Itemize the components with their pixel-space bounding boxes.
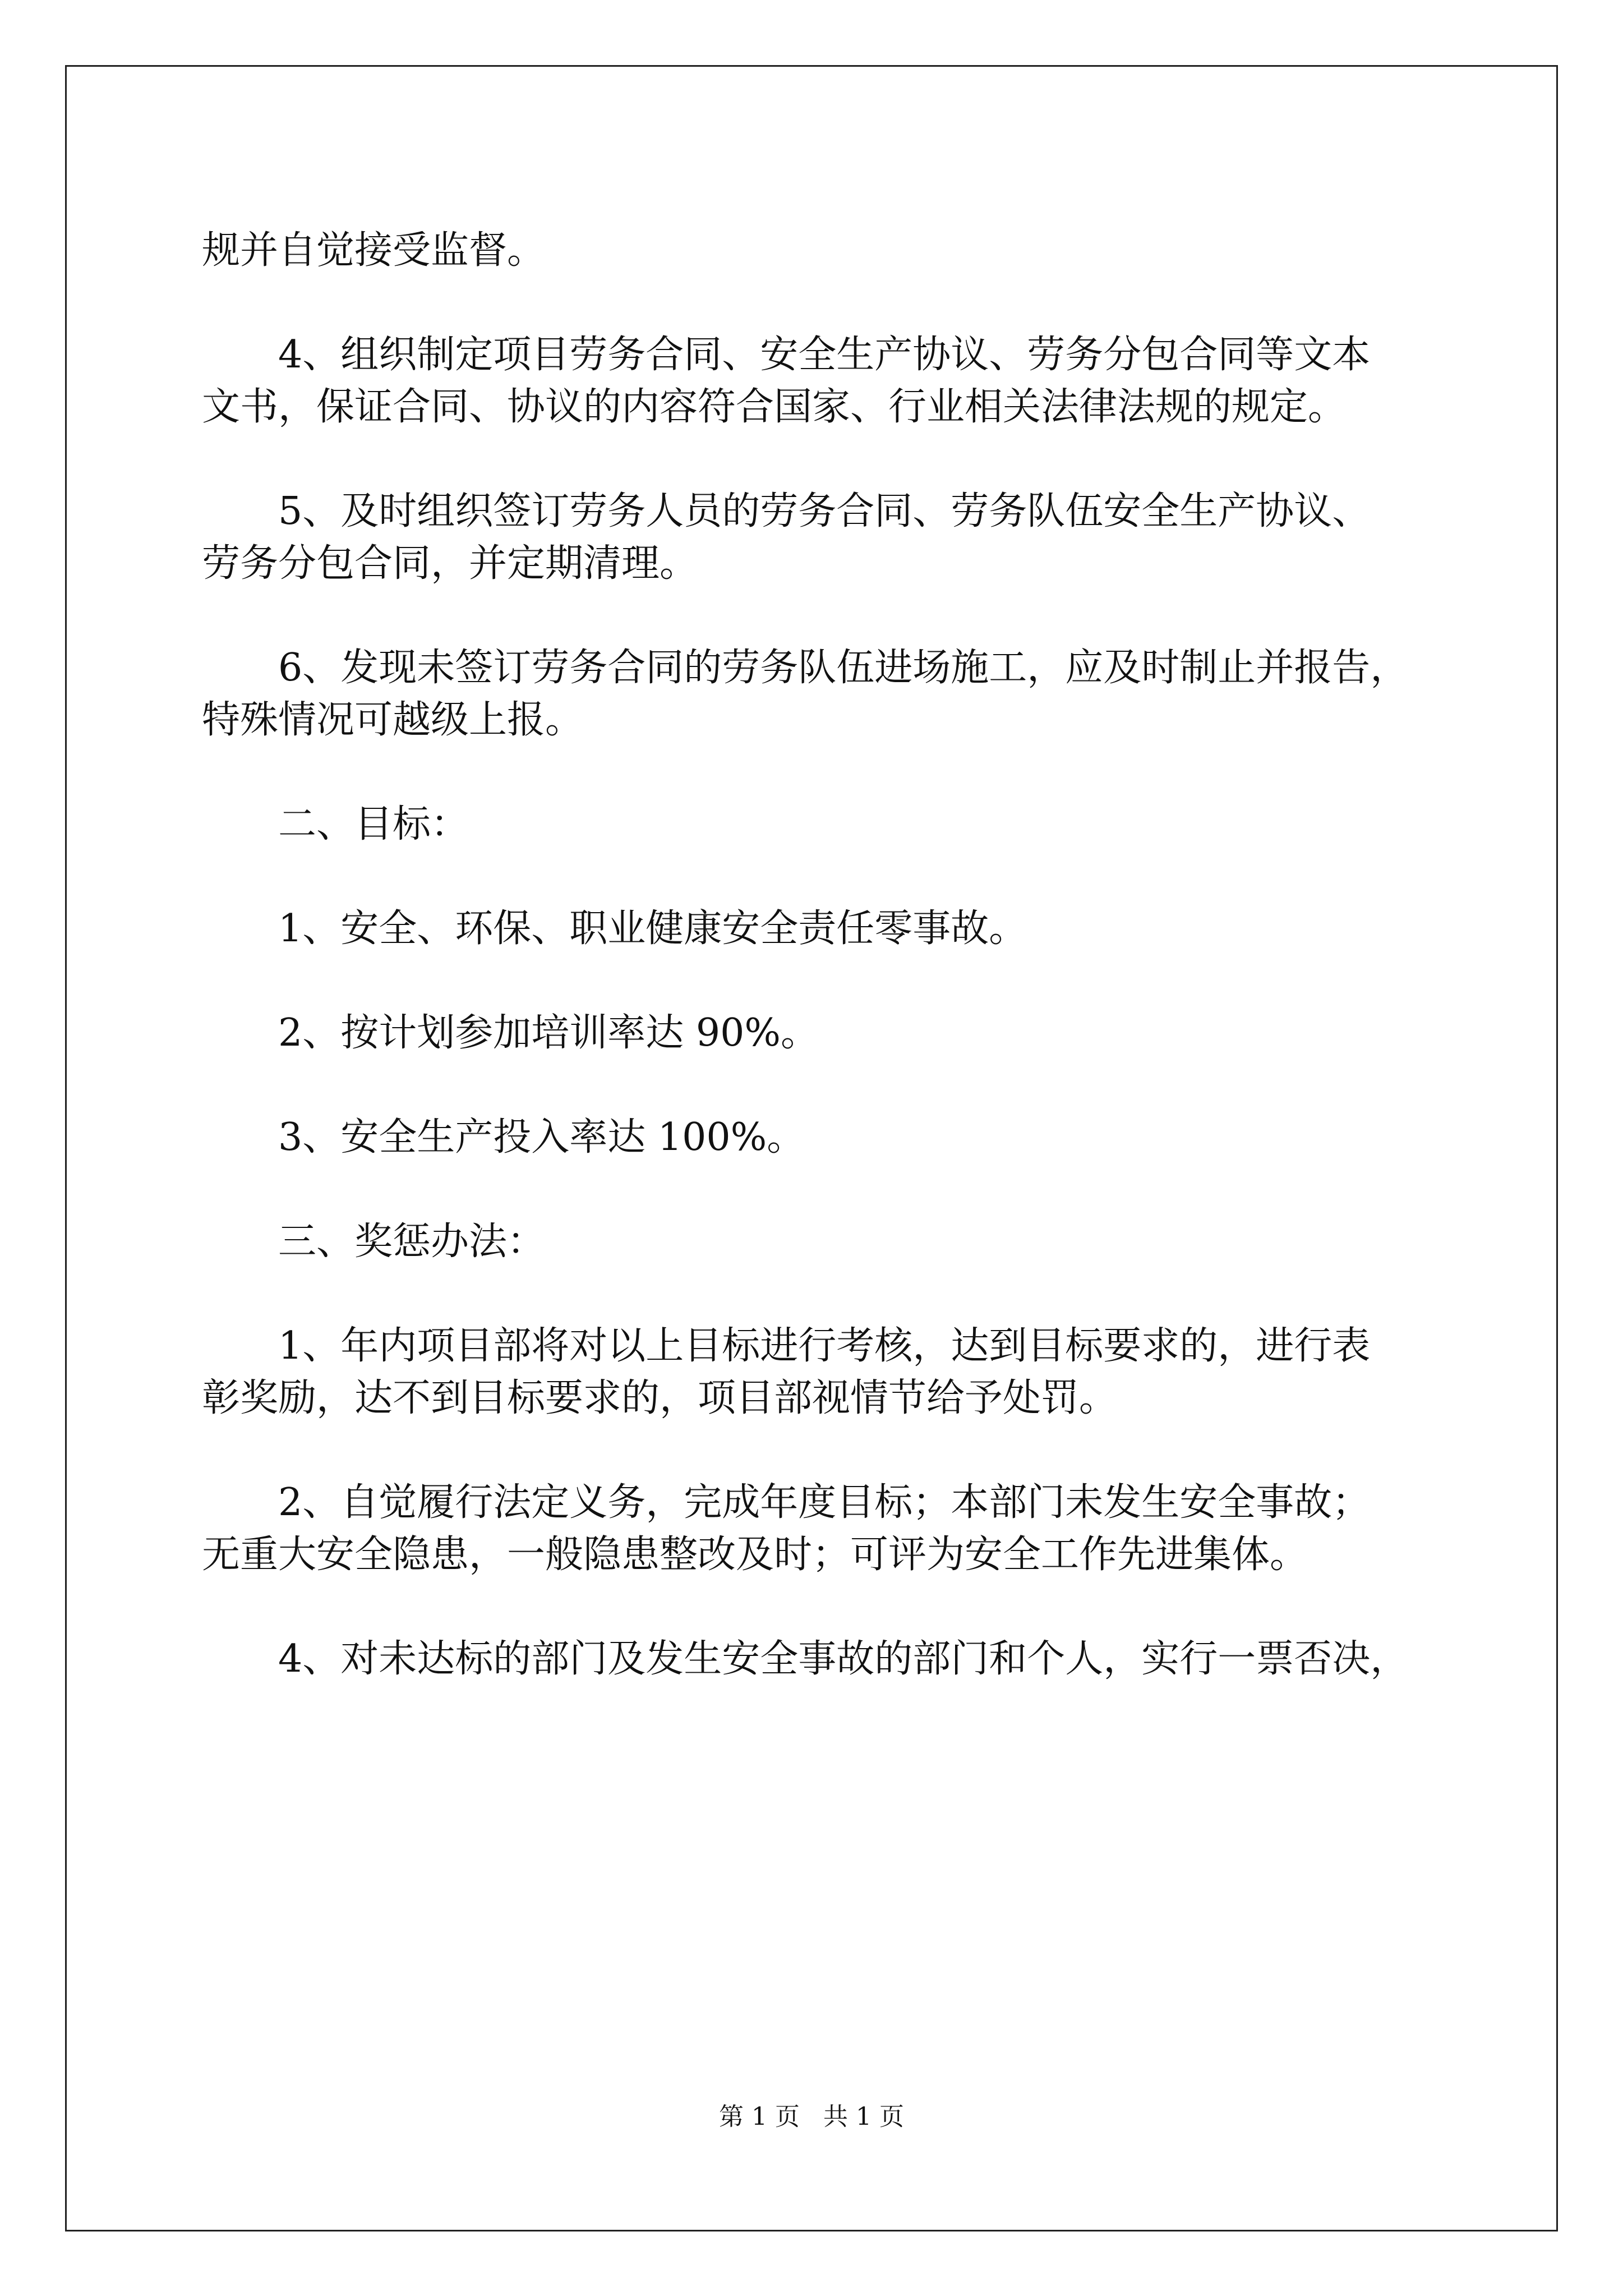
paragraph-line: 6、发现未签订劳务合同的劳务队伍进场施工，应及时制止并报告， bbox=[278, 646, 1409, 690]
paragraph-line: 三、奖惩办法： bbox=[278, 1220, 546, 1264]
paragraph bbox=[202, 329, 1436, 433]
paragraph bbox=[202, 1476, 1436, 1581]
paragraph-line: 劳务分包合同，并定期清理。 bbox=[202, 541, 698, 586]
page-number-footer: 第 1 页 共 1 页 bbox=[719, 2102, 904, 2131]
paragraph-line: 二、目标： bbox=[278, 802, 469, 846]
paragraph-line: 无重大安全隐患，一般隐患整改及时；可评为安全工作先进集体。 bbox=[202, 1533, 1308, 1577]
paragraph bbox=[202, 642, 1436, 746]
paragraph bbox=[202, 1633, 1436, 1685]
document-body bbox=[202, 224, 1436, 1737]
paragraph-line: 3、安全生产投入率达 100%。 bbox=[278, 1115, 805, 1159]
section-heading bbox=[202, 1216, 1436, 1268]
paragraph bbox=[202, 224, 1436, 277]
paragraph bbox=[202, 485, 1436, 590]
paragraph-line: 4、对未达标的部门及发生安全事故的部门和个人，实行一票否决， bbox=[278, 1637, 1409, 1681]
paragraph-line: 文书，保证合同、协议的内容符合国家、行业相关法律法规的规定。 bbox=[202, 385, 1347, 429]
paragraph bbox=[202, 1007, 1436, 1059]
paragraph-line: 2、自觉履行法定义务，完成年度目标；本部门未发生安全事故； bbox=[278, 1480, 1371, 1525]
paragraph-line: 5、及时组织签订劳务人员的劳务合同、劳务队伍安全生产协议、 bbox=[278, 489, 1371, 533]
paragraph-line: 1、年内项目部将对以上目标进行考核，达到目标要求的，进行表 bbox=[278, 1324, 1371, 1368]
paragraph bbox=[202, 1111, 1436, 1163]
section-heading bbox=[202, 798, 1436, 850]
paragraph-line: 特殊情况可越级上报。 bbox=[202, 698, 584, 742]
paragraph-line: 4、组织制定项目劳务合同、安全生产协议、劳务分包合同等文本 bbox=[278, 333, 1371, 377]
paragraph-line: 彰奖励，达不到目标要求的，项目部视情节给予处罚。 bbox=[202, 1376, 1118, 1420]
paragraph bbox=[202, 903, 1436, 955]
paragraph bbox=[202, 1320, 1436, 1424]
paragraph-line: 2、按计划参加培训率达 90%。 bbox=[278, 1011, 819, 1055]
paragraph-line: 1、安全、环保、职业健康安全责任零事故。 bbox=[278, 907, 1027, 951]
paragraph-line: 规并自觉接受监督。 bbox=[202, 228, 546, 273]
